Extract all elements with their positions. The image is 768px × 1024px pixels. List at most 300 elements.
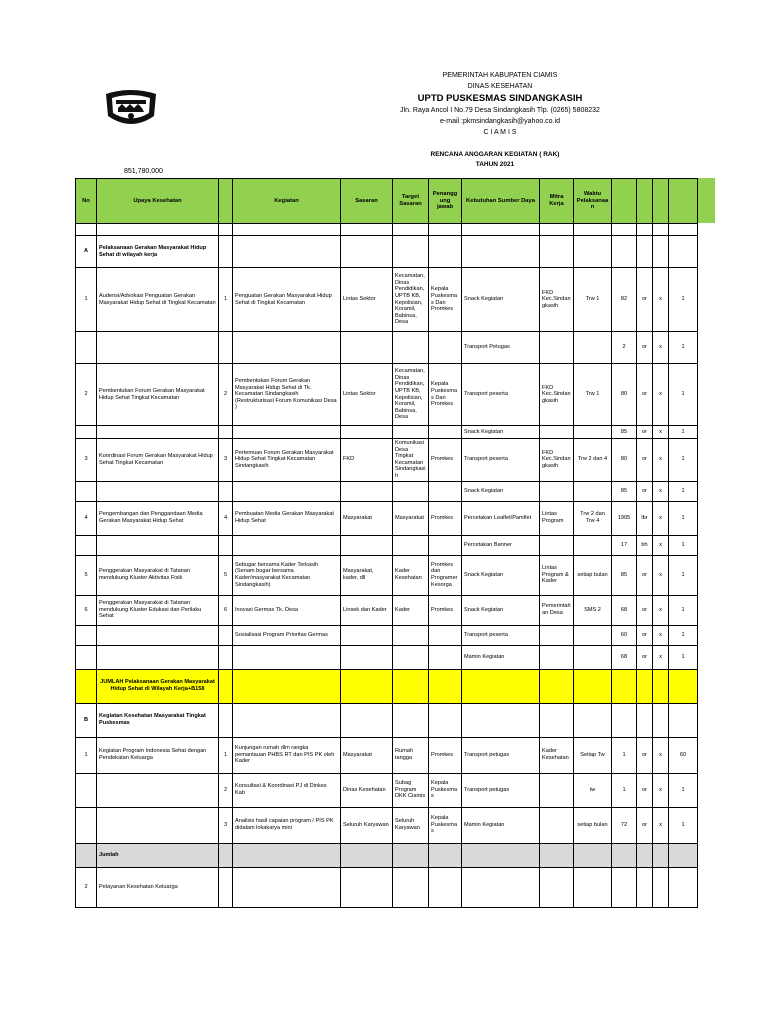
table-row <box>76 737 698 773</box>
table-cell: Inovasi Germas Tk. Desa <box>233 595 341 625</box>
table-cell <box>540 867 574 907</box>
table-cell: 2 <box>76 867 97 907</box>
table-cell: 1 <box>669 332 698 364</box>
table-cell <box>429 703 462 737</box>
table-cell <box>669 703 698 737</box>
table-cell <box>233 535 341 555</box>
table-cell <box>429 426 462 439</box>
table-cell: x <box>653 439 669 482</box>
table-cell <box>393 426 429 439</box>
table-cell: 82 <box>612 268 637 332</box>
column-header: Waktu Pelaksanaan <box>574 179 612 224</box>
table-cell: 1 <box>612 773 637 807</box>
table-cell <box>429 224 462 236</box>
table-cell <box>233 236 341 268</box>
table-cell <box>393 481 429 501</box>
table-cell <box>97 332 219 364</box>
table-cell: Mamin Kegiatan <box>462 645 540 669</box>
table-cell: 1 <box>669 364 698 426</box>
table-cell: Dinas Kesehatan <box>341 773 393 807</box>
table-cell: Jumlah <box>97 843 219 867</box>
table-cell: Kader <box>393 595 429 625</box>
table-cell: or <box>637 481 653 501</box>
table-cell: Promkes <box>429 737 462 773</box>
table-cell <box>219 669 233 703</box>
table-cell <box>341 332 393 364</box>
table-cell <box>97 426 219 439</box>
table-cell <box>540 481 574 501</box>
table-cell <box>76 625 97 645</box>
table-cell: Subag Program DKK Ciamis <box>393 773 429 807</box>
table-cell: Pembentukan Forum Gerakan Masyarakat Hidup Sehat di Tk. Kecamatan Sindangkasih (Restrukturisasi Forum Komunikasi Desa ) <box>233 364 341 426</box>
table-cell <box>233 843 341 867</box>
table-cell <box>393 843 429 867</box>
table-cell: Trw 2 dan Trw 4 <box>574 501 612 535</box>
table-row <box>76 595 698 625</box>
table-cell: Trw 1 <box>574 268 612 332</box>
column-header: Mitra Kerja <box>540 179 574 224</box>
table-cell: JUMLAH Pelaksanaan Gerakan Masyarakat Hidup Sehat di Wilayah Kerja+B158 <box>97 669 219 703</box>
table-cell: 2 <box>76 364 97 426</box>
table-cell <box>669 867 698 907</box>
table-cell <box>341 625 393 645</box>
table-cell: 1905 <box>612 501 637 535</box>
table-cell: Masyarakat <box>341 501 393 535</box>
table-cell <box>341 236 393 268</box>
table-cell <box>540 645 574 669</box>
table-cell: or <box>637 332 653 364</box>
table-cell: 5 <box>76 555 97 595</box>
table-row <box>76 807 698 843</box>
table-cell <box>393 703 429 737</box>
table-cell: 80 <box>612 364 637 426</box>
table-cell: Kegiatan Program Indonesia Sehat dengan Pendekatan Keluarga <box>97 737 219 773</box>
table-row <box>76 843 698 867</box>
table-cell <box>637 867 653 907</box>
table-cell <box>393 224 429 236</box>
table-cell <box>97 535 219 555</box>
table-cell <box>219 481 233 501</box>
table-cell: Rumah tangga <box>393 737 429 773</box>
table-cell <box>76 426 97 439</box>
table-cell <box>653 669 669 703</box>
table-cell <box>574 645 612 669</box>
table-cell: Konsultasi & Koordinasi PJ di Dinkes Kab <box>233 773 341 807</box>
table-row <box>76 268 698 332</box>
table-row <box>76 625 698 645</box>
table-cell: Linsek dan Kader <box>341 595 393 625</box>
table-cell <box>341 535 393 555</box>
table-cell: Komunikasi Desa Tingkat Kecamatan Sindangkasih <box>393 439 429 482</box>
table-cell: 72 <box>612 807 637 843</box>
table-cell <box>540 535 574 555</box>
table-cell: Penguatan Gerakan Masyarakat Hidup Sehat di Tingkat Kecamatan <box>233 268 341 332</box>
table-cell <box>341 867 393 907</box>
table-cell <box>612 224 637 236</box>
table-cell <box>540 669 574 703</box>
column-header <box>219 179 233 224</box>
table-row <box>76 645 698 669</box>
total-amount: 851,780,000 <box>124 168 163 175</box>
table-cell: SMS 2 <box>574 595 612 625</box>
table-cell <box>462 843 540 867</box>
table-cell: Pemerintahan Desa <box>540 595 574 625</box>
table-cell: Pelayanan Kesehatan Keluarga <box>97 867 219 907</box>
table-row <box>76 555 698 595</box>
table-row <box>76 426 698 439</box>
table-cell: Transport Petugas <box>462 332 540 364</box>
table-cell: or <box>637 737 653 773</box>
table-cell <box>540 843 574 867</box>
table-cell <box>76 481 97 501</box>
table-cell <box>612 236 637 268</box>
table-cell <box>219 645 233 669</box>
table-cell: 17 <box>612 535 637 555</box>
table-cell <box>462 236 540 268</box>
table-cell <box>669 669 698 703</box>
table-cell <box>462 867 540 907</box>
table-cell <box>341 481 393 501</box>
table-cell: x <box>653 268 669 332</box>
table-cell <box>574 236 612 268</box>
table-cell: setiap bulan <box>574 555 612 595</box>
org-title: UPTD PUSKESMAS SINDANGKASIH <box>417 93 583 104</box>
table-cell <box>429 481 462 501</box>
column-header <box>637 179 653 224</box>
table-cell <box>653 843 669 867</box>
table-cell: Transport peserta <box>462 364 540 426</box>
table-row <box>76 332 698 364</box>
table-cell: 4 <box>76 501 97 535</box>
city: C I A M I S <box>483 129 517 136</box>
table-cell: FKD Kec.Sindangkasih <box>540 364 574 426</box>
table-cell: 1 <box>669 535 698 555</box>
table-cell: Transport peserta <box>462 439 540 482</box>
doc-title: RENCANA ANGGARAN KEGIATAN ( RAK) <box>430 151 560 158</box>
table-cell <box>233 332 341 364</box>
table-cell: 1 <box>669 439 698 482</box>
table-header-row <box>76 179 698 224</box>
table-cell <box>429 332 462 364</box>
table-cell <box>574 224 612 236</box>
table-cell <box>574 535 612 555</box>
table-cell <box>540 332 574 364</box>
table-cell: or <box>637 625 653 645</box>
table-row <box>76 703 698 737</box>
table-cell <box>540 426 574 439</box>
table-cell: FKD Kec.Sindangkasih <box>540 439 574 482</box>
column-header: Target Sasaran <box>393 179 429 224</box>
table-cell <box>76 535 97 555</box>
dept-name: DINAS KESEHATAN <box>467 83 533 90</box>
table-cell: Mamin Kegiatan <box>462 807 540 843</box>
table-cell: 1 <box>669 426 698 439</box>
table-cell <box>341 843 393 867</box>
table-cell: or <box>637 268 653 332</box>
table-cell: Kegiatan Kesehatan Masyarakat Tingkat Puskesmas <box>97 703 219 737</box>
table-cell <box>540 236 574 268</box>
table-cell: Lintas Program & Kader <box>540 555 574 595</box>
table-cell <box>574 332 612 364</box>
table-cell <box>429 843 462 867</box>
table-cell: 6 <box>76 595 97 625</box>
table-cell: Snack Kegiatan <box>462 555 540 595</box>
table-cell <box>219 224 233 236</box>
doc-title-block <box>390 150 600 170</box>
table-cell <box>97 773 219 807</box>
column-header: Kebutuhan Sumber Daya <box>462 179 540 224</box>
table-row <box>76 669 698 703</box>
table-cell <box>429 236 462 268</box>
table-cell: x <box>653 332 669 364</box>
table-cell <box>341 703 393 737</box>
table-cell: 2 <box>612 332 637 364</box>
table-cell: Setiap Tw <box>574 737 612 773</box>
table-cell <box>76 645 97 669</box>
table-cell: or <box>637 773 653 807</box>
table-cell: Percetakan Leaflet/Pamflet <box>462 501 540 535</box>
table-cell: Seluruh Karyawan <box>341 807 393 843</box>
table-cell: Sosialisasi Program Prioritas Germas <box>233 625 341 645</box>
letterhead <box>380 70 620 138</box>
table-cell <box>574 669 612 703</box>
table-cell <box>462 703 540 737</box>
table-cell: Kepala Puskesmas Dan Promkes <box>429 364 462 426</box>
table-cell <box>76 843 97 867</box>
table-cell: Sebugar bersama Kader Terkasih (Senam bugar bersama Kader/masyarakat Kecamatan Sindangkasih) <box>233 555 341 595</box>
table-cell: 1 <box>219 737 233 773</box>
table-row <box>76 439 698 482</box>
table-cell <box>219 703 233 737</box>
table-cell: 1 <box>669 807 698 843</box>
table-cell: 1 <box>612 737 637 773</box>
table-row <box>76 773 698 807</box>
table-cell: FKD Kec.Sindangkasih <box>540 268 574 332</box>
column-header <box>653 179 669 224</box>
table-row <box>76 501 698 535</box>
table-cell <box>219 843 233 867</box>
table-cell: B <box>76 703 97 737</box>
table-cell: Kunjungan rumah dlm rangka pemantauan PHBS RT dan PIS PK oleh Kader <box>233 737 341 773</box>
table-cell: 68 <box>612 595 637 625</box>
table-cell: or <box>637 595 653 625</box>
table-cell: Kepala Puskesmas <box>429 807 462 843</box>
table-cell: A <box>76 236 97 268</box>
table-cell: 1 <box>669 625 698 645</box>
table-cell: 85 <box>612 555 637 595</box>
table-cell: Kepala Puskesmas <box>429 773 462 807</box>
rak-table <box>75 178 698 908</box>
table-cell <box>669 843 698 867</box>
table-cell: x <box>653 625 669 645</box>
table-row <box>76 535 698 555</box>
table-cell: 3 <box>219 807 233 843</box>
table-cell: Pembuatan Media Gerakan Masyarakat Hidup Sehat <box>233 501 341 535</box>
table-cell: Snack Kegiatan <box>462 595 540 625</box>
table-cell <box>341 224 393 236</box>
column-header: Upaya Kesehatan <box>97 179 219 224</box>
table-cell: Masyarakat <box>341 737 393 773</box>
table-cell <box>233 481 341 501</box>
column-header: Sasaran <box>341 179 393 224</box>
table-cell <box>637 669 653 703</box>
table-cell <box>97 807 219 843</box>
table-cell <box>233 669 341 703</box>
table-row <box>76 481 698 501</box>
table-cell: or <box>637 426 653 439</box>
table-cell: Koordinasi Forum Gerakan Masyarakat Hidup Sehat Tingkat Kecamatan <box>97 439 219 482</box>
table-cell <box>219 625 233 645</box>
table-cell <box>540 703 574 737</box>
table-cell <box>393 535 429 555</box>
table-cell: 4 <box>219 501 233 535</box>
table-cell <box>76 773 97 807</box>
gov-name: PEMERINTAH KABUPATEN CIAMIS <box>442 72 558 79</box>
table-cell <box>341 645 393 669</box>
table-row <box>76 236 698 268</box>
table-cell: Promkes dan Programer Kesorga <box>429 555 462 595</box>
table-cell: Percetakan Banner <box>462 535 540 555</box>
table-cell <box>393 236 429 268</box>
table-cell <box>540 224 574 236</box>
table-cell: Masyarakat <box>393 501 429 535</box>
table-cell <box>393 669 429 703</box>
table-cell <box>393 867 429 907</box>
table-cell: x <box>653 807 669 843</box>
table-cell: 60 <box>669 737 698 773</box>
table-cell: x <box>653 773 669 807</box>
table-cell: x <box>653 555 669 595</box>
table-cell <box>219 332 233 364</box>
table-cell: Kader Kesehatan <box>393 555 429 595</box>
table-cell: or <box>637 439 653 482</box>
table-cell: Trw 1 <box>574 364 612 426</box>
table-row <box>76 364 698 426</box>
table-cell: Pembentukan Forum Gerakan Masyarakat Hidup Sehat Tingkat Kecamatan <box>97 364 219 426</box>
table-cell: Promkes <box>429 439 462 482</box>
table-cell: 1 <box>669 268 698 332</box>
table-cell <box>429 625 462 645</box>
table-cell: Snack Kegiatan <box>462 481 540 501</box>
table-cell <box>233 224 341 236</box>
table-cell <box>612 703 637 737</box>
table-cell: Pertemuan Forum Gerakan Masyarakat Hidup Sehat Tingkat Kecamatan Sindangkasih <box>233 439 341 482</box>
table-cell <box>637 236 653 268</box>
table-cell: Pengembangan dan Penggandaan Media Gerakan Masyarakat Hidup Sehat <box>97 501 219 535</box>
table-cell <box>97 224 219 236</box>
table-cell <box>653 703 669 737</box>
table-cell <box>637 843 653 867</box>
table-cell: Masyarakat, kader, dll <box>341 555 393 595</box>
table-cell <box>233 703 341 737</box>
table-cell: bh <box>637 535 653 555</box>
table-cell: Lintas Program <box>540 501 574 535</box>
table-cell: Promkes <box>429 595 462 625</box>
table-cell: 1 <box>669 773 698 807</box>
table-cell <box>540 807 574 843</box>
table-cell: 1 <box>669 555 698 595</box>
table-cell <box>669 236 698 268</box>
table-cell: x <box>653 595 669 625</box>
address: Jln. Raya Ancol I No.79 Desa Sindangkasih Tlp. (0265) 5808232 <box>400 107 600 114</box>
table-cell <box>393 645 429 669</box>
table-cell: Penggerakan Masyarakat di Tatanan mendukung Kluster Edukasi dan Perilaku Sehat <box>97 595 219 625</box>
table-cell: Snack Kegiatan <box>462 268 540 332</box>
table-cell <box>637 224 653 236</box>
table-cell: x <box>653 364 669 426</box>
table-cell <box>612 843 637 867</box>
table-cell <box>574 867 612 907</box>
table-cell: tw <box>574 773 612 807</box>
table-cell <box>76 669 97 703</box>
table-cell: 85 <box>612 426 637 439</box>
table-cell <box>233 645 341 669</box>
table-cell <box>341 669 393 703</box>
table-cell: 3 <box>219 439 233 482</box>
column-header: No <box>76 179 97 224</box>
ciamis-emblem-icon <box>104 86 158 130</box>
table-cell: 1 <box>76 737 97 773</box>
table-cell: or <box>637 555 653 595</box>
column-header <box>669 179 698 224</box>
table-cell <box>669 224 698 236</box>
table-cell <box>393 332 429 364</box>
table-cell <box>429 867 462 907</box>
table-cell: x <box>653 737 669 773</box>
table-cell <box>540 625 574 645</box>
table-row <box>76 867 698 907</box>
table-cell: 80 <box>612 439 637 482</box>
table-cell: Kader Kesehatan <box>540 737 574 773</box>
table-cell <box>574 481 612 501</box>
table-cell <box>219 867 233 907</box>
table-cell <box>462 669 540 703</box>
table-cell: or <box>637 645 653 669</box>
table-cell: Kecamatan, Dinas Pendidikan, UPTB KB, Kepolisian, Koramil, Babinsa, Desa <box>393 364 429 426</box>
table-cell: 1 <box>669 595 698 625</box>
table-cell <box>76 224 97 236</box>
table-cell <box>429 535 462 555</box>
table-cell <box>574 625 612 645</box>
table-cell: Lintas Sektor <box>341 364 393 426</box>
table-cell: 1 <box>76 268 97 332</box>
table-cell <box>429 669 462 703</box>
table-cell: x <box>653 501 669 535</box>
table-cell: 3 <box>76 439 97 482</box>
table-cell <box>612 669 637 703</box>
table-cell <box>219 535 233 555</box>
table-cell: 60 <box>612 625 637 645</box>
table-cell <box>97 645 219 669</box>
table-cell: Penggerakan Masyarakat di Tatanan mendukung Kluster Aktivitas Fisik <box>97 555 219 595</box>
table-cell <box>574 843 612 867</box>
table-cell <box>341 426 393 439</box>
table-cell: or <box>637 807 653 843</box>
table-cell: Transport petugas <box>462 737 540 773</box>
column-header: Kegiatan <box>233 179 341 224</box>
email: e-mail :pkmsindangkasih@yahoo.co.id <box>440 118 560 125</box>
table-cell <box>97 481 219 501</box>
table-cell: x <box>653 645 669 669</box>
table-cell: 1 <box>669 481 698 501</box>
table-cell: Promkes <box>429 501 462 535</box>
table-cell: 1 <box>669 645 698 669</box>
table-cell <box>76 332 97 364</box>
table-cell <box>653 224 669 236</box>
table-cell: x <box>653 481 669 501</box>
table-cell <box>219 236 233 268</box>
table-cell: Analisis hasil capaian program / PIS PK didalam lokakarya mini <box>233 807 341 843</box>
